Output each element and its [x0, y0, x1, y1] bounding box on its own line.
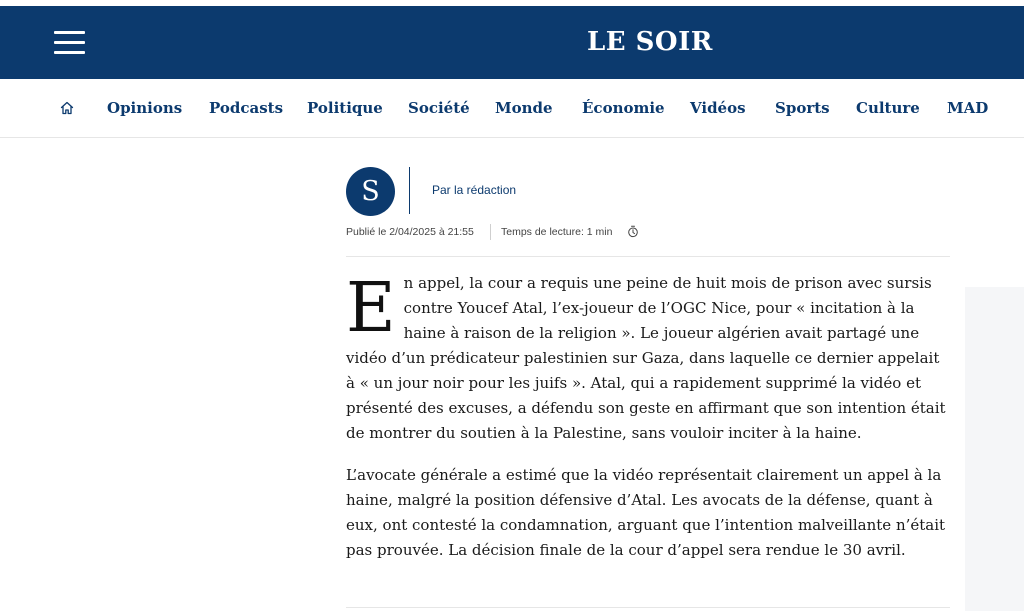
- site-header: [0, 6, 1024, 79]
- drop-cap: E: [346, 269, 396, 348]
- article-paragraph-2: L’avocate générale a estimé que la vidéo représentait clairement un appel à la haine, malgré la position défensive d’Atal. Les avocats de la défense, quant à eux, ont contesté la condamnation, arguant que l’intention malveillante n’était pas prouvée. La décision finale de la cour d’appel sera rendue le 30 avril.: [346, 466, 946, 559]
- byline-divider: [409, 167, 410, 214]
- nav-item-opinions[interactable]: Opinions: [107, 99, 183, 117]
- main-nav: [0, 79, 1024, 138]
- article-paragraph-1: [346, 271, 952, 446]
- nav-item-economie[interactable]: Économie: [582, 99, 665, 117]
- site-logo[interactable]: LE SOIR: [587, 27, 713, 57]
- author-name[interactable]: Par la rédaction: [432, 183, 517, 197]
- side-panel: [965, 287, 1024, 611]
- article-body: [346, 271, 952, 580]
- reading-time: Temps de lecture: 1 min: [501, 226, 613, 238]
- timer-icon: [627, 225, 639, 238]
- nav-item-mad[interactable]: MAD: [947, 99, 989, 117]
- paragraph-1-text: n appel, la cour a requis une peine de huit mois de prison avec sursis contre Youcef Atal, l’ex-joueur de l’OGC Nice, pour « incitation à la haine à raison de la religion ». Le joueur algérien avait partagé une vidéo d’un prédicateur palestinien sur Gaza, dans laquelle ce dernier appelait à « un jour noir pour les juifs ». Atal, qui a rapidement supprimé la vidéo et présenté des excuses, a défendu son geste en affirmant que son intention était de montrer du soutien à la Palestine, sans vouloir inciter à la haine.: [346, 274, 946, 442]
- publish-date: Publié le 2/04/2025 à 21:55: [346, 226, 474, 238]
- nav-item-monde[interactable]: Monde: [495, 99, 553, 117]
- hamburger-icon[interactable]: [54, 31, 85, 55]
- meta-divider: [490, 224, 491, 240]
- nav-item-videos[interactable]: Vidéos: [690, 99, 746, 117]
- author-avatar[interactable]: S: [346, 167, 395, 216]
- home-icon[interactable]: [59, 100, 75, 116]
- nav-item-podcasts[interactable]: Podcasts: [209, 99, 284, 117]
- bottom-divider: [346, 607, 950, 608]
- nav-item-sports[interactable]: Sports: [775, 99, 830, 117]
- nav-item-culture[interactable]: Culture: [856, 99, 920, 117]
- nav-item-societe[interactable]: Société: [408, 99, 470, 117]
- top-divider: [346, 256, 950, 257]
- nav-item-politique[interactable]: Politique: [307, 99, 383, 117]
